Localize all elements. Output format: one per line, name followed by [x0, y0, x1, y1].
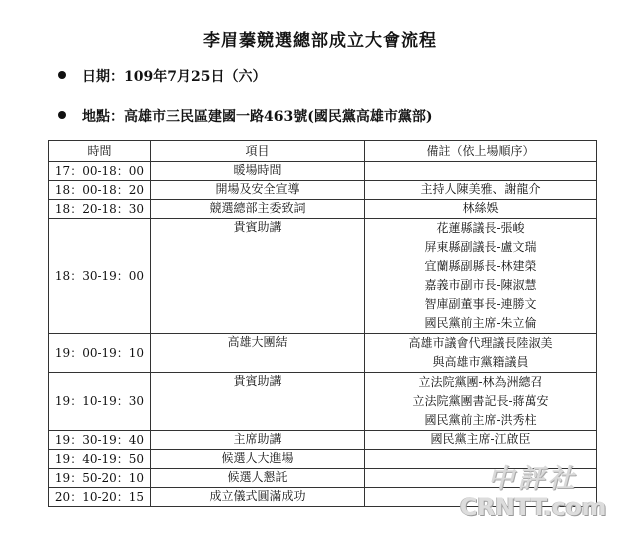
row-time: 18：00-18：20 [49, 181, 151, 200]
row-notes [365, 431, 597, 450]
watermark-logo [460, 458, 606, 521]
note-line: 立法院黨團書記長-蔣萬安 [412, 394, 549, 408]
table-row [49, 431, 597, 450]
row-item: 貴賓助講 [151, 219, 365, 334]
note-line: 屏東縣副議長-盧文瑞 [424, 240, 537, 254]
row-time: 19：50-20：10 [49, 469, 151, 488]
row-time: 19：40-19：50 [49, 450, 151, 469]
header-item: 項目 [151, 141, 365, 162]
note-line: 嘉義市副市長-陳淑慧 [424, 278, 537, 292]
note-line: 智庫副董事長-連勝文 [424, 297, 537, 311]
row-notes [365, 181, 597, 200]
note-line: 花蓮縣議長-張峻 [436, 221, 525, 235]
bullet-icon [58, 111, 66, 119]
row-item: 候選人大進場 [151, 450, 365, 469]
row-item: 候選人懇託 [151, 469, 365, 488]
row-item: 主席助講 [151, 431, 365, 450]
watermark-chinese: 中評社 [487, 464, 578, 494]
row-item: 暖場時間 [151, 162, 365, 181]
place-text: 地點：高雄市三民區建國一路463號(國民黨高雄市黨部) [82, 109, 433, 125]
note-line: 國民黨主席-江啟臣 [430, 432, 531, 446]
row-time: 18：30-19：00 [49, 219, 151, 334]
row-item: 開場及安全宣導 [151, 181, 365, 200]
bullet-icon [58, 71, 66, 79]
row-time: 18：20-18：30 [49, 200, 151, 219]
row-time: 19：30-19：40 [49, 431, 151, 450]
date-text: 日期：109年7月25日（六） [82, 69, 267, 85]
row-time: 19：10-19：30 [49, 373, 151, 431]
date-line [58, 66, 266, 86]
note-line: 國民黨前主席-洪秀柱 [424, 413, 537, 427]
note-line: 主持人陳美雅、謝龍介 [420, 182, 541, 196]
document-title: 李眉蓁競選總部成立大會流程 [203, 31, 437, 51]
watermark-site: CRNTT.com [459, 493, 606, 521]
table-row [49, 181, 597, 200]
row-notes [365, 373, 597, 431]
row-time: 19：00-19：10 [49, 334, 151, 373]
table-row [49, 162, 597, 181]
table-header-row [49, 141, 597, 162]
row-item: 貴賓助講 [151, 373, 365, 431]
table-row [49, 219, 597, 334]
note-line: 高雄市議會代理議長陸淑美 [408, 336, 553, 350]
row-notes [365, 162, 597, 181]
table-row [49, 200, 597, 219]
row-notes [365, 200, 597, 219]
row-item: 高雄大團結 [151, 334, 365, 373]
agenda-table [48, 140, 597, 507]
header-time: 時間 [49, 141, 151, 162]
note-line: 與高雄市黨籍議員 [432, 355, 529, 369]
row-notes [365, 219, 597, 334]
note-line: 宜蘭縣副縣長-林建榮 [424, 259, 537, 273]
table-row [49, 334, 597, 373]
place-line [58, 106, 432, 126]
row-time: 17：00-18：00 [49, 162, 151, 181]
note-line: 國民黨前主席-朱立倫 [424, 316, 537, 330]
table-row [49, 373, 597, 431]
row-time: 20：10-20：15 [49, 488, 151, 507]
note-line: 林絲娛 [462, 201, 499, 215]
note-line: 立法院黨團-林為洲總召 [418, 375, 543, 389]
row-item: 競選總部主委致詞 [151, 200, 365, 219]
row-item: 成立儀式圓滿成功 [151, 488, 365, 507]
header-notes: 備註（依上場順序） [365, 141, 597, 162]
row-notes [365, 334, 597, 373]
